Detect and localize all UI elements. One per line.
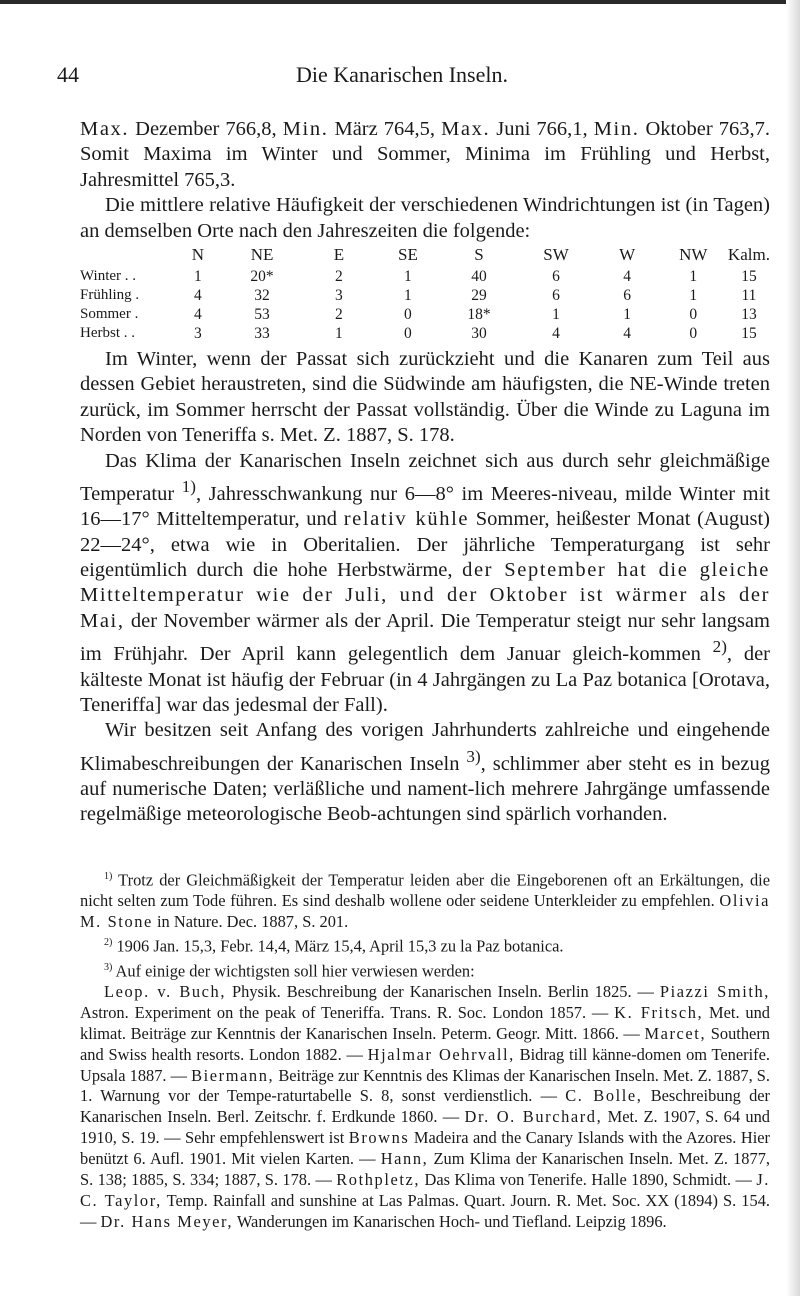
text-run: Southern and Swiss health resorts. London 1882. — <box>80 1023 770 1064</box>
column-header: W <box>619 245 636 264</box>
spaced-text: Min. <box>282 118 329 140</box>
spaced-text: Piazzi Smith, <box>659 981 770 1001</box>
footnote-ref: 2) <box>104 937 113 949</box>
spaced-text: Olivia M. Stone <box>80 891 770 932</box>
paragraph-wind-intro: Die mittlere relative Häufigkeit der verschiedenen Windrichtungen ist (in Tagen) an demselben Orte nach den Jahreszeiten die folgende: <box>80 194 770 242</box>
main-text <box>80 347 770 828</box>
table-row <box>80 305 770 324</box>
page-number: 44 <box>57 62 79 87</box>
text-run: in Nature. Dec. 1887, S. 201. <box>152 912 349 932</box>
table-header-row <box>80 243 770 267</box>
spaced-text: Hjalmar Oehrvall, <box>367 1044 515 1064</box>
text-run: Sommer, heißester Monat (August) 22—24°, etwa wie in Oberitalien. Der jährliche Temperaturgang ist sehr eigentümlich durch die hohe Herbstwärme, <box>80 508 770 582</box>
text-run: Oktober 763,7. Somit Maxima im Winter und Sommer, Minima im Frühling und Herbst, Jahresmittel 765,3. <box>80 118 770 191</box>
intro-text <box>80 117 770 244</box>
paragraph-winds: Im Winter, wenn der Passat sich zurückzieht und die Kanaren zum Teil aus dessen Gebiet heraustreten, sind die Südwinde am häufigsten, die NE-Winde treten zurück, im Sommer herrscht der Passat vollständig. Über die Winde zu Laguna im Norden von Teneriffa s. Met. Z. 1887, S. 178. <box>80 348 770 447</box>
table-cell: 0 <box>689 324 698 342</box>
table-cell: 33 <box>254 324 270 342</box>
page-edge-shadow <box>786 0 800 1296</box>
spaced-text: Max. <box>80 118 130 140</box>
footnote-ref: 3) <box>466 746 481 766</box>
text-run: , der kälteste Monat ist häufig der Februar (in 4 Jahrgängen zu La Paz botanica [Orotava, Teneriffa] war das jedesmal der Fall). <box>80 643 770 716</box>
column-header: NW <box>679 245 708 264</box>
text-run: Bidrag till känne-domen om Tenerife. Upsala 1887. — <box>80 1044 770 1085</box>
running-title: Die Kanarischen Inseln. <box>296 62 508 87</box>
text-run: Beschreibung der Kanarischen Inseln. Berl. Zeitschr. f. Erdkunde 1860. — <box>80 1086 771 1127</box>
text-run: 1906 Jan. 15,3, Febr. 14,4, März 15,4, April 15,3 zu la Paz botanica. <box>112 936 564 956</box>
text-run: Madeira and the Canary Islands with the Azores. Hier benützt 6. Aufl. 1901. Mit vielen Karten. — <box>80 1128 770 1169</box>
footnote-1 <box>80 867 770 933</box>
table-cell: 29 <box>471 286 487 304</box>
text-run: Dezember 766,8, <box>129 118 283 140</box>
text-run: Wir besitzen seit Anfang des vorigen Jahrhunderts zahlreiche und eingehende Klimabeschreibungen der Kanarischen Inseln <box>80 719 770 775</box>
table-cell: 15 <box>741 267 757 285</box>
table-row <box>80 286 770 305</box>
row-label: Frühling . <box>80 287 140 303</box>
column-header <box>80 243 175 267</box>
text-run: Astron. Experiment on the peak of Teneriffa. Trans. R. Soc. London 1857. — <box>80 1002 615 1022</box>
spaced-text: J. C. Taylor, <box>80 1170 770 1210</box>
table-cell: 2 <box>335 305 343 323</box>
table-cell: 1 <box>552 305 560 323</box>
text-run: Physik. Beschreibung der Kanarischen Inseln. Berlin 1825. — <box>226 981 660 1001</box>
footnote-ref: 1) <box>104 871 113 882</box>
table-cell: 40 <box>471 267 487 285</box>
table-cell: 1 <box>404 267 412 285</box>
table-cell: 11 <box>741 286 757 304</box>
spaced-text: Hann, <box>380 1149 429 1169</box>
text-run: März 764,5, <box>328 118 442 140</box>
table-cell: 0 <box>689 305 698 323</box>
table-cell: 1 <box>689 267 698 285</box>
table-cell: 15 <box>741 324 757 342</box>
footnotes <box>80 867 770 1233</box>
row-label: Herbst . . <box>80 325 135 341</box>
column-header: SE <box>397 245 418 264</box>
table-cell: 3 <box>194 324 202 342</box>
spaced-text: Rothpletz, <box>336 1170 421 1190</box>
paragraph-sources <box>80 718 770 827</box>
spaced-text: Dr. O. Burchard, <box>464 1107 603 1127</box>
table-cell: 4 <box>552 324 560 342</box>
table-cell: 1 <box>194 267 202 285</box>
wind-frequency-table <box>80 243 770 343</box>
text-run: Trotz der Gleichmäßigkeit der Temperatur leiden aber die Eingeborenen oft an Erkältungen, die nicht selten zum Tode führen. Es sind deshalb wollene oder seidene Unterkleider zu empfehlen. <box>80 870 770 911</box>
footnote-3-bibliography <box>80 982 770 1233</box>
spaced-text: relativ kühle <box>343 508 470 531</box>
paragraph-extremes <box>80 117 770 193</box>
spaced-text: Biermann, <box>191 1065 275 1085</box>
table-cell: 1 <box>623 305 631 323</box>
spaced-text: Dr. Hans Meyer, <box>100 1211 234 1231</box>
footnote-ref: 2) <box>712 637 727 657</box>
spaced-text: Max. <box>441 118 491 140</box>
row-label: Sommer . <box>80 306 139 322</box>
paragraph-climate <box>80 449 770 719</box>
text-run: , Jahresschwankung nur 6—8° im Meeres-niveau, milde Winter mit 16—17° Mitteltemperatur, und <box>80 482 771 531</box>
column-header: N <box>191 245 205 264</box>
text-run: Beiträge zur Kenntnis des Klimas der Kanarischen Inseln. Met. Z. 1887, S. 1. Warnung vor der Tempe-raturtabelle S. 8, sonst verdienstlich. — <box>80 1065 770 1106</box>
text-run: , schlimmer aber steht es in bezug auf numerische Daten; verläßliche und nament-lich mehrere Jahrgänge umfassende regelmäßige meteorologische Beob-achtungen sind spärlich vorhanden. <box>80 752 770 826</box>
text-run: Wanderungen im Kanarischen Hoch- und Tiefland. Leipzig 1896. <box>233 1211 667 1231</box>
spaced-text: Marcet, <box>644 1023 707 1043</box>
table-cell: 2 <box>335 267 343 285</box>
text-run: Auf einige der wichtigsten soll hier verwiesen werden: <box>112 961 475 981</box>
footnote-ref: 3) <box>104 961 113 973</box>
table-cell: 4 <box>194 286 202 304</box>
column-header: E <box>333 245 345 264</box>
top-edge-rule <box>0 0 800 4</box>
table-cell: 6 <box>552 267 560 285</box>
table-cell: 1 <box>404 286 412 304</box>
running-header <box>57 60 747 94</box>
table-cell: 0 <box>404 324 412 342</box>
text-run: Met. und klimat. Beiträge zur Kenntnis der Kanarischen Inseln. Peterm. Geogr. Mitt. 1866. — <box>80 1002 771 1043</box>
spaced-text: K. Fritsch, <box>614 1002 704 1022</box>
table-cell: 1 <box>689 286 698 304</box>
table-cell: 32 <box>254 286 270 304</box>
spaced-text: Leop. v. Buch, <box>104 981 227 1001</box>
column-header: NE <box>250 245 274 264</box>
spaced-text: Browns <box>348 1128 410 1148</box>
text-run: Juni 766,1, <box>490 118 594 140</box>
spaced-text: Min. <box>593 118 640 140</box>
table-cell: 18* <box>467 305 491 323</box>
table-cell: 4 <box>194 305 202 323</box>
table-body <box>80 267 770 343</box>
table-cell: 6 <box>552 286 560 304</box>
row-label: Winter . . <box>80 268 137 284</box>
spaced-text: der September hat die gleiche Mitteltemperatur wie der Juli, und der Oktober ist wärmer als der Mai, <box>80 559 770 632</box>
footnote-ref: 1) <box>181 477 196 497</box>
table-cell: 30 <box>471 324 487 342</box>
text-run: der November wärmer als der April. Die Temperatur steigt nur sehr langsam im Frühjahr. Der April kann gelegentlich dem Januar gleich-kommen <box>80 609 770 666</box>
table-cell: 4 <box>623 324 631 342</box>
table-cell: 1 <box>335 324 343 342</box>
text-run: Das Klima von Tenerife. Halle 1890, Schmidt. — <box>420 1170 757 1190</box>
table-cell: 0 <box>404 305 412 323</box>
table-cell: 4 <box>623 267 631 285</box>
table-cell: 13 <box>741 305 757 323</box>
text-run: Met. Z. 1907, S. 64 und 1910, S. 19. — Sehr empfehlenswert ist <box>80 1107 770 1148</box>
text-run: Das Klima der Kanarischen Inseln zeichnet sich aus durch sehr gleichmäßige Temperatur <box>80 449 770 505</box>
column-header: Kalm. <box>727 245 770 264</box>
table-row <box>80 267 770 286</box>
table-cell: 6 <box>623 286 631 304</box>
text-run: Temp. Rainfall and sunshine at Las Palmas. Quart. Journ. R. Met. Soc. XX (1894) S. 154. — <box>80 1191 770 1231</box>
table-cell: 3 <box>335 286 343 304</box>
table-cell: 20* <box>250 267 274 285</box>
footnote-2 <box>80 933 770 957</box>
table-cell: 53 <box>254 305 270 323</box>
table-row <box>80 324 770 343</box>
column-header: S <box>474 245 484 264</box>
column-header: SW <box>543 245 569 264</box>
text-run: Zum Klima der Kanarischen Inseln. Met. Z. 1877, S. 138; 1885, S. 334; 1887, S. 178. — <box>80 1149 770 1190</box>
spaced-text: C. Bolle, <box>565 1086 643 1106</box>
footnote-3 <box>80 958 770 982</box>
